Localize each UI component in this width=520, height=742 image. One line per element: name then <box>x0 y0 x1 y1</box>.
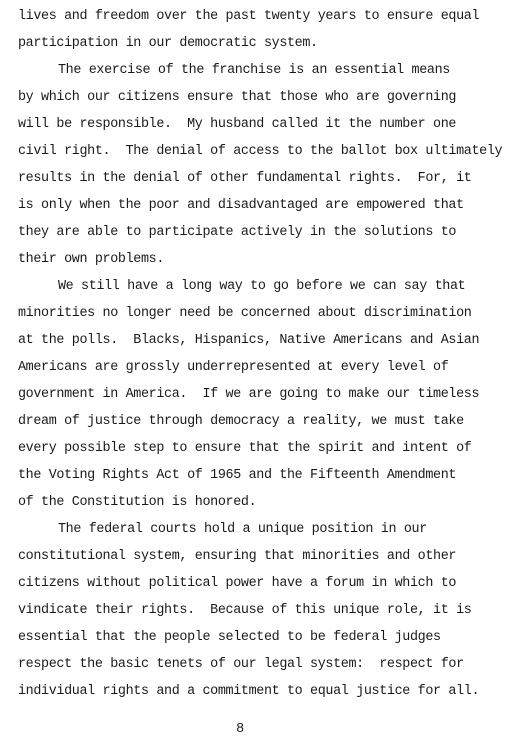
text-line: government in America. If we are going to make our timeless <box>18 387 480 402</box>
text-line: lives and freedom over the past twenty years to ensure equal <box>18 9 480 24</box>
text-line: results in the denial of other fundamental rights. For, it <box>18 171 472 186</box>
text-line: respect the basic tenets of our legal system: respect for <box>18 657 464 672</box>
text-line: they are able to participate actively in the solutions to <box>18 225 457 240</box>
text-line: vindicate their rights. Because of this unique role, it is <box>18 603 472 618</box>
text-line: is only when the poor and disadvantaged are empowered that <box>18 198 464 213</box>
text-line: the Voting Rights Act of 1965 and the Fifteenth Amendment <box>18 468 457 483</box>
paragraph-first-line: The exercise of the franchise is an essential means <box>58 63 450 78</box>
paragraph-first-line: We still have a long way to go before we can say that <box>58 279 466 294</box>
text-line: by which our citizens ensure that those who are governing <box>18 90 457 105</box>
text-line: every possible step to ensure that the spirit and intent of <box>18 441 472 456</box>
text-line: at the polls. Blacks, Hispanics, Native Americans and Asian <box>18 333 480 348</box>
text-line: minorities no longer need be concerned about discrimination <box>18 306 472 321</box>
text-line: of the Constitution is honored. <box>18 495 257 510</box>
text-line: citizens without political power have a forum in which to <box>18 576 457 591</box>
page-number: 8 <box>236 722 244 737</box>
text-line: individual rights and a commitment to equal justice for all. <box>18 684 480 699</box>
text-line: constitutional system, ensuring that minorities and other <box>18 549 457 564</box>
paragraph-first-line: The federal courts hold a unique position in our <box>58 522 427 537</box>
text-line: will be responsible. My husband called it the number one <box>18 117 457 132</box>
text-line: dream of justice through democracy a reality, we must take <box>18 414 464 429</box>
text-line: their own problems. <box>18 252 165 267</box>
text-line: civil right. The denial of access to the ballot box ultimately <box>18 144 503 159</box>
text-line: essential that the people selected to be federal judges <box>18 630 441 645</box>
text-line: participation in our democratic system. <box>18 36 318 51</box>
text-line: Americans are grossly underrepresented at every level of <box>18 360 449 375</box>
